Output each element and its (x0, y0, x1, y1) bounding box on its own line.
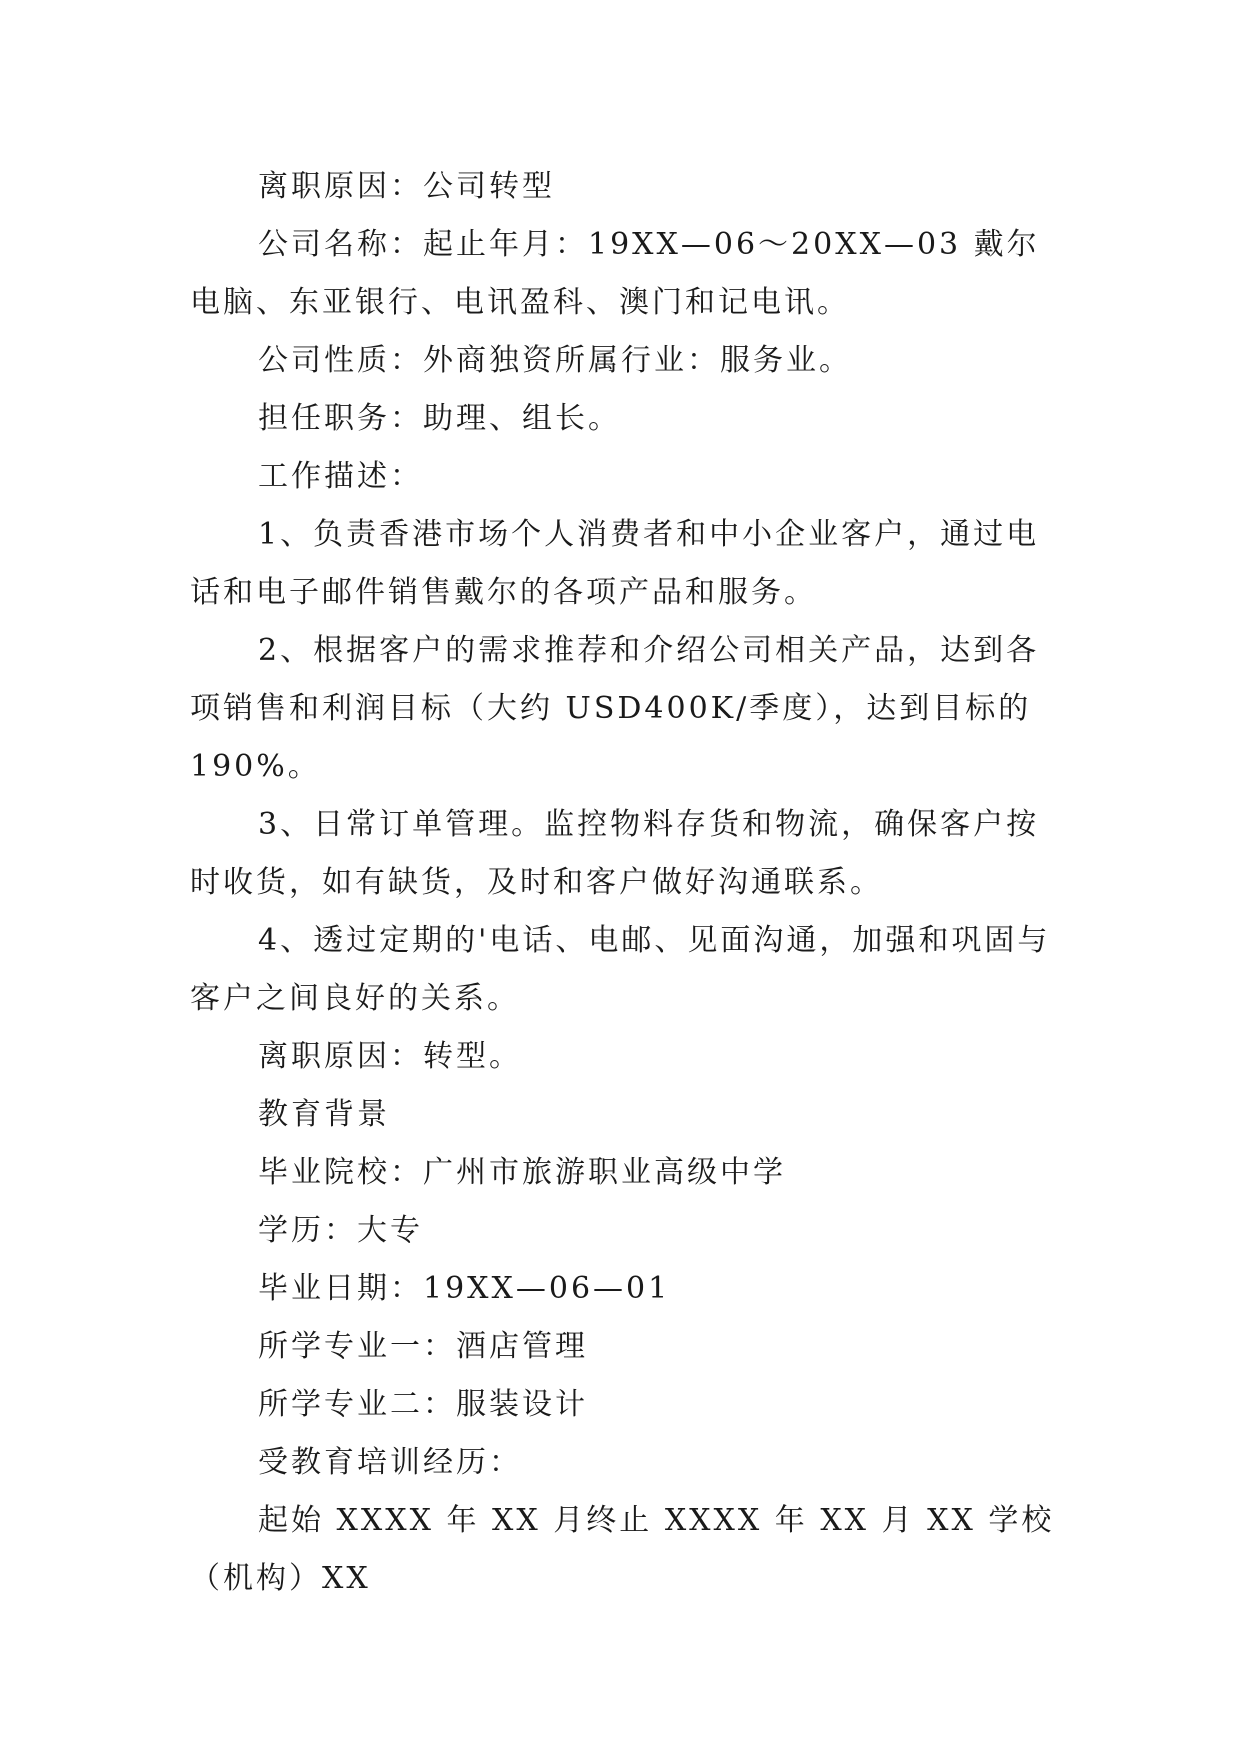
paragraph-leave-reason-1: 离职原因：公司转型 (258, 169, 555, 204)
paragraph-job-description-heading: 工作描述： (258, 459, 423, 494)
paragraph-leave-reason-2: 离职原因：转型。 (258, 1039, 522, 1074)
paragraph-company-nature: 公司性质：外商独资所属行业：服务业。 (258, 343, 852, 378)
paragraph-major-1: 所学专业一：酒店管理 (258, 1329, 588, 1364)
paragraph-duty-4: 4、透过定期的'电话、电邮、见面沟通，加强和巩固与客户之间良好的关系。 (190, 923, 1051, 1016)
paragraph-duty-2: 2、根据客户的需求推荐和介绍公司相关产品，达到各项销售和利润目标（大约 USD400K/季度），达到目标的 190%。 (190, 633, 1040, 784)
paragraph-major-2: 所学专业二：服装设计 (258, 1387, 588, 1422)
paragraph-education-heading: 教育背景 (258, 1097, 390, 1132)
document-body (190, 158, 1055, 1608)
paragraph-training-heading: 受教育培训经历： (258, 1445, 522, 1480)
paragraph-company-name: 公司名称：起止年月：19XX—06～20XX—03 戴尔电脑、东亚银行、电讯盈科、澳门和记电讯。 (190, 227, 1040, 320)
paragraph-school: 毕业院校：广州市旅游职业高级中学 (258, 1155, 786, 1190)
paragraph-training-entry: 起始 XXXX 年 XX 月终止 XXXX 年 XX 月 XX 学校（机构）XX (190, 1503, 1055, 1596)
paragraph-duty-1: 1、负责香港市场个人消费者和中小企业客户，通过电话和电子邮件销售戴尔的各项产品和服务。 (190, 517, 1040, 610)
paragraph-position: 担任职务：助理、组长。 (258, 401, 621, 436)
paragraph-duty-3: 3、日常订单管理。监控物料存货和物流，确保客户按时收货，如有缺货，及时和客户做好沟通联系。 (190, 807, 1040, 900)
paragraph-graduation-date: 毕业日期：19XX—06—01 (258, 1271, 671, 1306)
paragraph-degree: 学历：大专 (258, 1213, 423, 1248)
